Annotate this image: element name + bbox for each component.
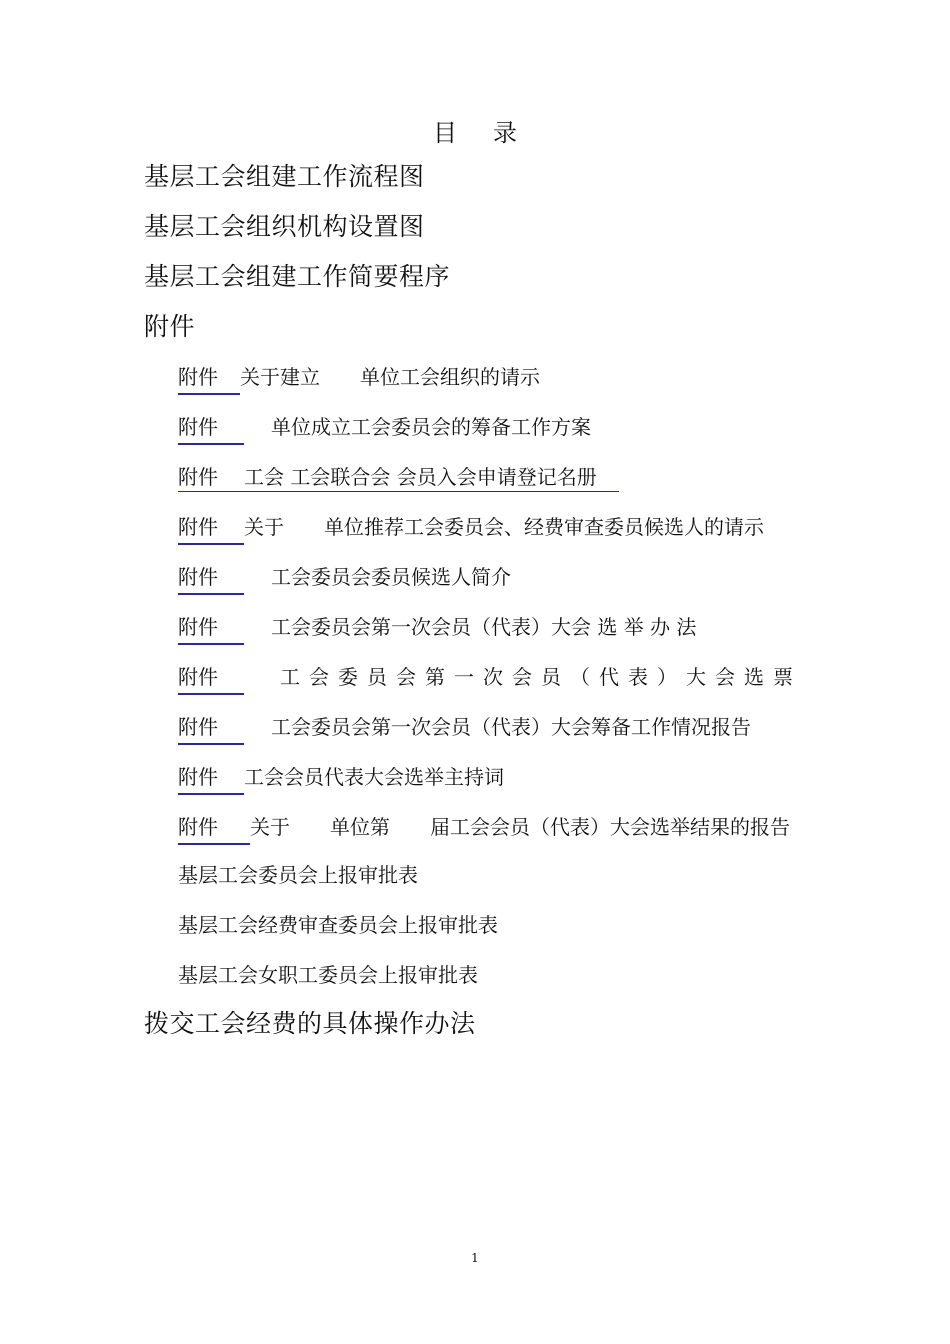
attachment-lead: 附件	[178, 561, 244, 595]
section-heading: 基层工会组建工作流程图	[144, 162, 425, 191]
attachment-item	[178, 411, 591, 441]
attachment-item	[178, 711, 751, 741]
form-item: 基层工会经费审查委员会上报审批表	[178, 913, 498, 937]
attachment-title: 工会会员代表大会选举主持词	[244, 765, 504, 789]
attachment-title: 关于建立 单位工会组织的请示	[240, 365, 540, 389]
attachment-lead: 附件	[178, 411, 244, 445]
toc-title-char-2: 录	[493, 119, 517, 147]
attachment-lead: 附件	[178, 811, 250, 845]
attachment-lead: 附件	[178, 711, 244, 745]
attachment-title: 工会委员会第一次会员（代表）大会筹备工作情况报告	[271, 715, 751, 739]
toc-title-char-1: 目	[433, 119, 457, 147]
page-number: 1	[471, 1251, 479, 1265]
attachment-title: 工会委员会委员候选人简介	[271, 565, 511, 589]
attachment-item	[178, 561, 511, 591]
section-heading: 基层工会组织机构设置图	[144, 212, 425, 241]
attachment-lead: 附件	[178, 511, 244, 545]
attachment-item	[178, 361, 540, 391]
section-heading: 基层工会组建工作简要程序	[144, 262, 451, 291]
form-item: 基层工会女职工委员会上报审批表	[178, 963, 478, 987]
section-heading: 拨交工会经费的具体操作办法	[144, 1009, 476, 1038]
attachment-item	[178, 511, 764, 541]
attachment-title: 关于 单位第 届工会会员（代表）大会选举结果的报告	[250, 815, 790, 839]
attachment-lead: 附件	[178, 761, 244, 795]
toc-title	[0, 113, 950, 148]
section-heading: 附件	[144, 312, 196, 341]
attachment-title: 工会 工会联合会 会员入会申请登记名册	[244, 465, 597, 489]
attachment-title: 工会委员会第一次会员（代表）大会 选 举 办 法	[271, 615, 697, 639]
attachment-title: 工会委员会第一次会员（代表）大会选票	[280, 665, 802, 689]
attachment-item	[178, 461, 619, 492]
attachment-lead: 附件	[178, 611, 244, 645]
attachment-item	[178, 611, 696, 641]
attachment-item	[178, 761, 504, 791]
attachment-item	[178, 811, 790, 841]
attachment-lead: 附件	[178, 465, 218, 489]
attachment-title: 关于 单位推荐工会委员会、经费审查委员候选人的请示	[244, 515, 764, 539]
attachment-item	[178, 661, 802, 691]
attachment-lead: 附件	[178, 661, 244, 695]
attachment-title: 单位成立工会委员会的筹备工作方案	[271, 415, 591, 439]
form-item: 基层工会委员会上报审批表	[178, 863, 418, 887]
attachment-lead: 附件	[178, 361, 240, 395]
